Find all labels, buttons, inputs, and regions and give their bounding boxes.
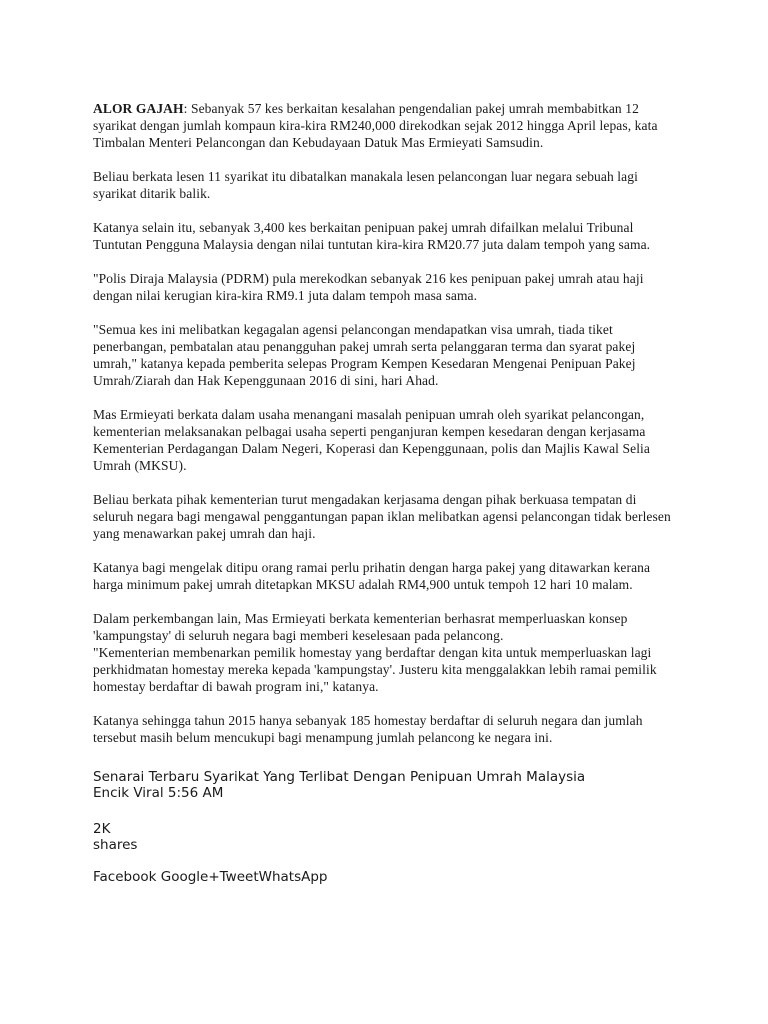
- article-paragraph-5: "Semua kes ini melibatkan kegagalan agensi pelancongan mendapatkan visa umrah, tiada tiket penerbangan, pembatalan atau penangguhan pakej umrah serta pelanggaran terma dan syarat pakej umrah," katanya kepada pemberita selepas Program Kempen Kesedaran Mengenai Penipuan Pakej Umrah/Ziarah dan Hak Kepenggunaan 2016 di sini, hari Ahad.: [93, 322, 636, 388]
- tweet-share-link[interactable]: Tweet: [219, 869, 259, 885]
- article-paragraph-2: Beliau berkata lesen 11 syarikat itu dibatalkan manakala lesen pelancongan luar negara sebuah lagi syarikat ditarik balik.: [93, 169, 638, 201]
- share-counter: [93, 821, 673, 853]
- share-count: 2K: [93, 821, 111, 837]
- google-plus-share-link[interactable]: Google+: [160, 869, 220, 885]
- article-body: [93, 100, 673, 746]
- article-paragraph-7: Beliau berkata pihak kementerian turut mengadakan kerjasama dengan pihak berkuasa tempatan di seluruh negara bagi mengawal penggantungan papan iklan melibatkan agensi pelancongan tidak berlesen yang menawarkan pakej umrah dan haji.: [93, 492, 671, 541]
- related-article-byline: Encik Viral 5:56 AM: [93, 785, 224, 801]
- article-paragraph-11: Katanya sehingga tahun 2015 hanya sebanyak 185 homestay berdaftar di seluruh negara dan jumlah tersebut masih belum mencukupi bagi menampung jumlah pelancong ke negara ini.: [93, 713, 643, 745]
- related-article-title[interactable]: Senarai Terbaru Syarikat Yang Terlibat Dengan Penipuan Umrah Malaysia: [93, 769, 586, 785]
- paragraph-text: : Sebanyak 57 kes berkaitan kesalahan pengendalian pakej umrah membabitkan 12 syarikat dengan jumlah kompaun kira-kira RM240,000 direkodkan sejak 2012 hingga April lepas, kata Timbalan Menteri Pelancongan dan Kebudayaan Datuk Mas Ermieyati Samsudin.: [93, 101, 658, 150]
- article-paragraph-6: Mas Ermieyati berkata dalam usaha menangani masalah penipuan umrah oleh syarikat pelancongan, kementerian melaksanakan pelbagai usaha seperti penganjuran kempen kesedaran dengan kerjasama Kementerian Perdagangan Dalam Negeri, Koperasi dan Kepenggunaan, polis dan Majlis Kawal Selia Umrah (MKSU).: [93, 407, 650, 473]
- article-paragraph-8: Katanya bagi mengelak ditipu orang ramai perlu prihatin dengan harga pakej yang ditawarkan kerana harga minimum pakej umrah ditetapkan MKSU adalah RM4,900 untuk tempoh 12 hari 10 malam.: [93, 560, 651, 592]
- article-paragraph-9: Dalam perkembangan lain, Mas Ermieyati berkata kementerian berhasrat memperluaskan konsep 'kampungstay' di seluruh negara bagi memberi keselesaan pada pelancong.: [93, 611, 628, 643]
- social-share-bar: [93, 869, 673, 885]
- share-label: shares: [93, 837, 138, 853]
- facebook-share-link[interactable]: Facebook: [93, 869, 157, 885]
- related-article: [93, 769, 673, 801]
- whatsapp-share-link[interactable]: WhatsApp: [258, 869, 328, 885]
- article-paragraph-3: Katanya selain itu, sebanyak 3,400 kes berkaitan penipuan pakej umrah difailkan melalui Tribunal Tuntutan Pengguna Malaysia dengan nilai tuntutan kira-kira RM20.77 juta dalam tempoh yang sama.: [93, 220, 651, 252]
- article-paragraph-4: "Polis Diraja Malaysia (PDRM) pula merekodkan sebanyak 216 kes penipuan pakej umrah atau haji dengan nilai kerugian kira-kira RM9.1 juta dalam tempoh masa sama.: [93, 271, 644, 303]
- dateline: ALOR GAJAH: [93, 101, 184, 116]
- document-page: [93, 100, 673, 885]
- article-paragraph-10: "Kementerian membenarkan pemilik homestay yang berdaftar dengan kita untuk memperluaskan lagi perkhidmatan homestay mereka kepada 'kampungstay'. Justeru kita menggalakkan lebih ramai pemilik homestay berdaftar di bawah program ini," katanya.: [93, 645, 657, 694]
- article-paragraph-1: [93, 100, 673, 151]
